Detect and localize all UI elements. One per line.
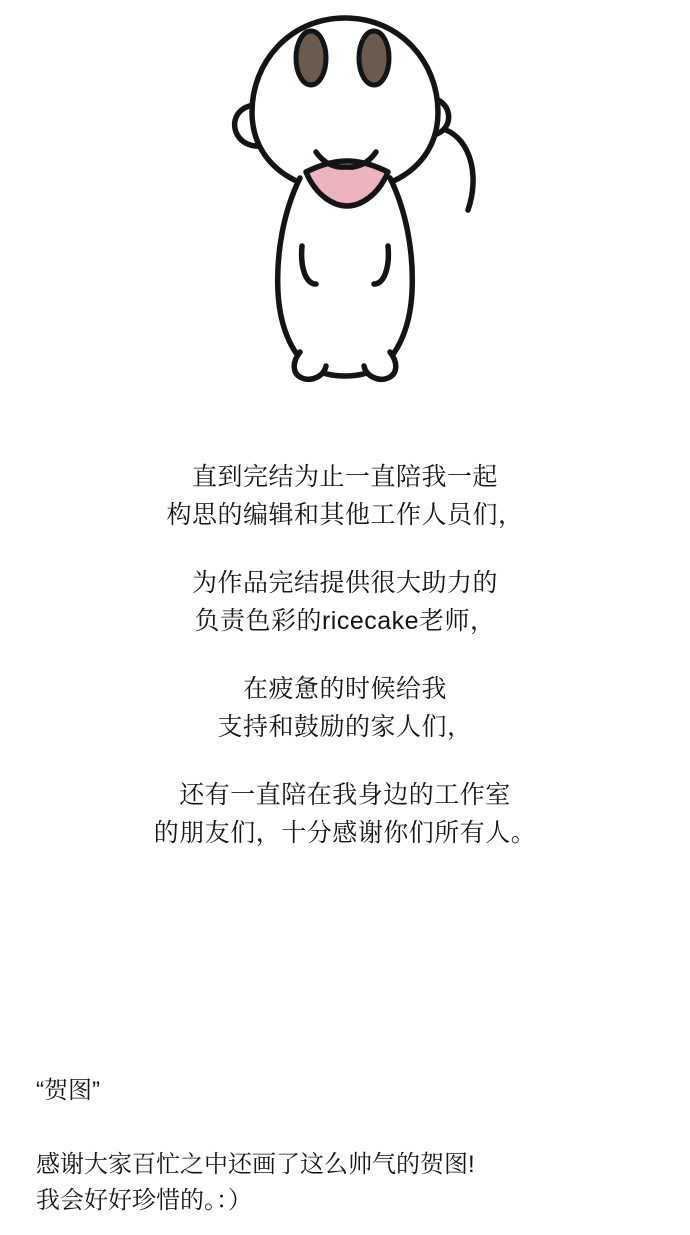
footnote-line: 我会好好珍惜的。：）: [36, 1187, 252, 1214]
credits-text: [0, 458, 690, 852]
footnote-title: “贺图”: [36, 1077, 100, 1104]
mascot-left-eye: [296, 31, 326, 85]
credits-line: 支持和鼓励的家人们，: [217, 713, 473, 741]
credits-block: [0, 564, 690, 640]
credits-line: 的朋友们，十分感谢你们所有人。: [153, 819, 537, 847]
credits-line: 负责色彩的ricecake老师，: [194, 607, 496, 635]
credits-line: 直到完结为止一直陪我一起: [191, 463, 498, 491]
footnote-line: 感谢大家百忙之中还画了这么帅气的贺图!: [36, 1151, 475, 1178]
mascot-right-eye: [359, 31, 389, 85]
credits-line: 在疲惫的时候给我: [242, 675, 447, 703]
mascot-svg: [0, 0, 690, 420]
credits-block: [0, 458, 690, 534]
credits-line: 还有一直陪在我身边的工作室: [179, 781, 511, 809]
footnote-text: [36, 1073, 656, 1219]
credits-block: [0, 776, 690, 852]
mascot-tail: [446, 130, 473, 210]
credits-block: [0, 670, 690, 746]
mascot-illustration: [0, 0, 690, 420]
credits-line: 构思的编辑和其他工作人员们，: [166, 501, 524, 529]
credits-line: 为作品完结提供很大助力的: [191, 569, 498, 597]
